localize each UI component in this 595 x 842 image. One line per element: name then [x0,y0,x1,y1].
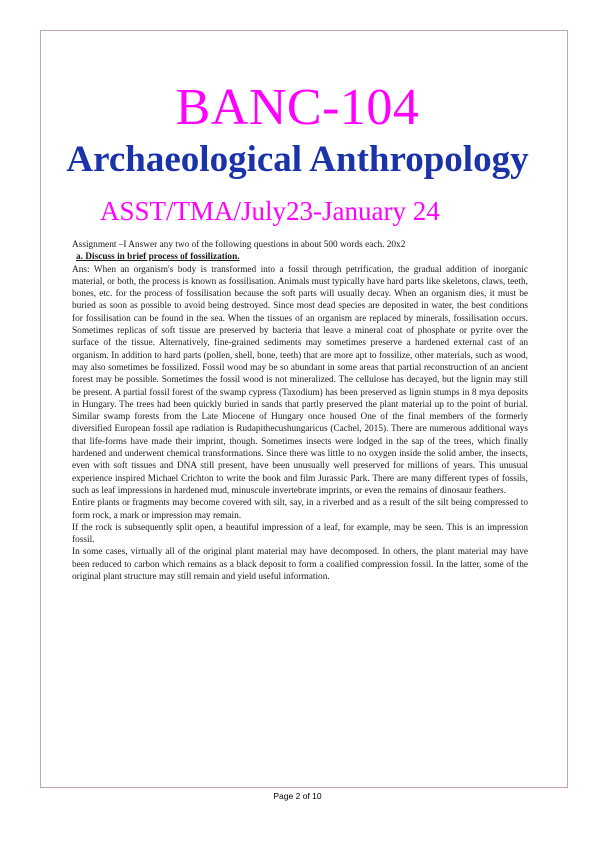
question-heading: a. Discuss in brief process of fossilization. [76,252,240,263]
answer-paragraph-4: In some cases, virtually all of the original plant material may have decomposed. In others, the plant material may have been reduced to carbon which remains as a black deposit to form a coalified compression fossil. In the latter, some of the original plant structure may still remain and yield useful information. [72,547,528,583]
course-code-heading: BANC-104 [175,79,420,136]
assignment-session-heading: ASST/TMA/July23-January 24 [100,196,440,226]
course-title-heading: Archaeological Anthropology [66,139,529,180]
answer-paragraph-3: If the rock is subsequently split open, a beautiful impression of a leaf, for example, may be seen. This is an impression fossil. [72,522,528,546]
document-body [72,239,528,583]
answer-paragraph: Ans: When an organism's body is transformed into a fossil through petrification, the gradual addition of inorganic material, or both, the process is known as fossilisation. Animals must typically have hard parts like skeletons, claws, teeth, bones, etc. for the process of fossilisation because the soft parts will usually decay. When an organism dies, it must be buried as soon as possible to avoid being destroyed. Since most dead species are deposited in water, the best conditions for fossilisation can be found in the sea. When the tissues of an organism are replaced by minerals, fossilisation occurs. Sometimes replicas of soft tissue are preserved by bacteria that leave a mineral coat of phosphate or pyrite over the surface of the tissue. Alternatively, fine-grained sediments may sometimes preserve a hardened external cast of an organism. In addition to hard parts (pollen, shell, bone, teeth) that are more apt to fossilize, other materials, such as wood, may also sometimes be fossilized. Fossil wood may be so abundant in some areas that partial reconstruction of an ancient forest may be possible. Sometimes the fossil wood is not mineralized. The cellulose has decayed, but the lignin may still be present. A partial fossil forest of the swamp cypress (Taxodium) has been preserved as lignin stumps in 8 mya deposits in Hungary. The trees had been quickly buried in sands that partly preserved the plant material up to the point of burial. Similar swamp forests from the Late Miocene of Hungary once housed One of the final members of the formerly diversified European fossil ape radiation is Rudapithecushungaricus (Cachel, 2015). There are numerous additional ways that life-forms have made their imprint, though. Sometimes insects were lodged in the sap of the trees, which finally hardened and underwent chemical transformations. Since there was little to no oxygen inside the solid amber, the insects, even with soft tissues and DNA still present, have been unusually well preserved for millions of years. This unusual experience inspired Michael Crichton to write the book and film Jurassic Park. There are many different types of fossils, such as leaf impressions in hardened mud, minuscule invertebrate imprints, or even the remains of dinosaur feathers. [72,264,528,496]
assignment-instructions: Assignment –I Answer any two of the following questions in about 500 words each. 20x2 [72,240,406,250]
page-number: Page 2 of 10 [273,791,322,801]
answer-paragraph-2: Entire plants or fragments may become covered with silt, say, in a riverbed and as a result of the silt being compressed to form rock, a mark or impression may remain. [72,498,528,521]
